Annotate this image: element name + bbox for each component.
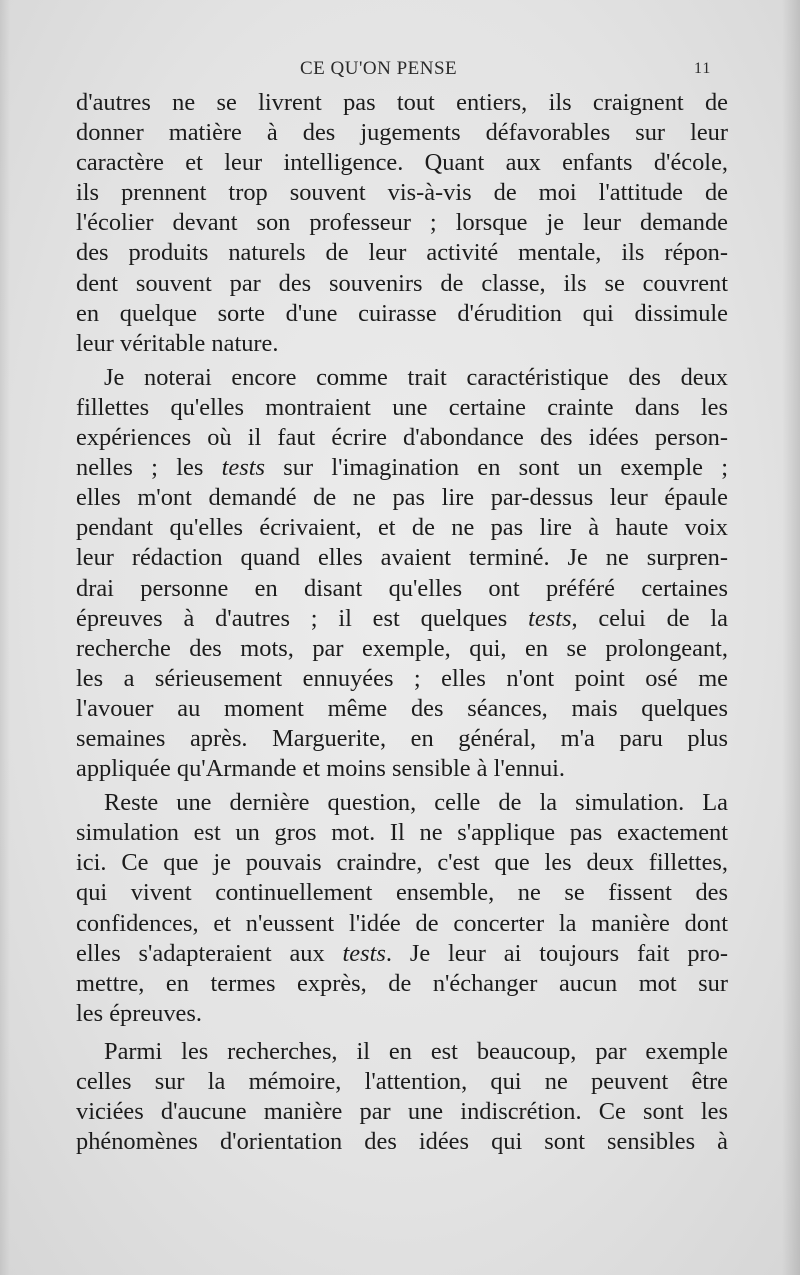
text-line: simulation est un gros mot. Il ne s'applique pas exactement xyxy=(76,819,728,847)
text-line: phénomènes d'orientation des idées qui sont sensibles à xyxy=(76,1128,728,1156)
text-line: caractère et leur intelligence. Quant aux enfants d'école, xyxy=(76,149,728,177)
text-line: mettre, en termes exprès, de n'échanger aucun mot sur xyxy=(76,969,728,997)
text-line: ici. Ce que je pouvais craindre, c'est que les deux fillettes, xyxy=(76,849,728,877)
page-edge-shadow xyxy=(782,0,800,1275)
text-line: appliquée qu'Armande et moins sensible à l'ennui. xyxy=(76,755,566,783)
text-line: confidences, et n'eussent l'idée de concerter la manière dont xyxy=(76,909,728,937)
text-line: donner matière à des jugements défavorables sur leur xyxy=(76,119,728,147)
text-line: Reste une dernière question, celle de la simulation. La xyxy=(104,789,728,817)
text-line: ils prennent trop souvent vis-à-vis de moi l'attitude de xyxy=(76,179,728,207)
text-line: d'autres ne se livrent pas tout entiers, ils craignent de xyxy=(76,89,728,116)
text-line: les a sérieusement ennuyées ; elles n'ont point osé me xyxy=(76,664,728,692)
text-line: elles m'ont demandé de ne pas lire par-dessus leur épaule xyxy=(76,484,728,512)
text-line: Parmi les recherches, il en est beaucoup, par exemple xyxy=(104,1037,728,1065)
text-line: leur véritable nature. xyxy=(76,329,279,357)
running-title: CE QU'ON PENSE xyxy=(300,58,458,79)
paragraph xyxy=(76,788,728,1029)
page-gutter-shadow xyxy=(0,0,10,1275)
text-line: recherche des mots, par exemple, qui, en se prolongeant, xyxy=(76,634,728,662)
text-line: Je noterai encore comme trait caractéristique des deux xyxy=(104,363,728,391)
text-line: celles sur la mémoire, l'attention, qui ne peuvent être xyxy=(76,1068,728,1095)
text-line: elles s'adapteraient aux tests. Je leur ai toujours fait pro- xyxy=(76,939,728,967)
text-line: épreuves à d'autres ; il est quelques tests, celui de la xyxy=(76,604,729,632)
text-line: en quelque sorte d'une cuirasse d'érudition qui dissimule xyxy=(76,299,728,327)
text-line: viciées d'aucune manière par une indiscrétion. Ce sont les xyxy=(76,1098,728,1126)
text-line: drai personne en disant qu'elles ont préféré certaines xyxy=(76,574,728,602)
text-line: fillettes qu'elles montraient une certaine crainte dans les xyxy=(76,393,728,421)
text-line: l'avouer au moment même des séances, mais quelques xyxy=(76,694,728,722)
text-line: nelles ; les tests sur l'imagination en sont un exemple ; xyxy=(76,454,728,482)
paragraph xyxy=(76,1037,728,1157)
paragraph xyxy=(76,88,728,359)
text-line: l'écolier devant son professeur ; lorsque je leur demande xyxy=(76,209,728,237)
text-line: qui vivent continuellement ensemble, ne se fissent des xyxy=(76,879,728,907)
page-number: 11 xyxy=(694,60,712,77)
text-line: dent souvent par des souvenirs de classe, ils se couvrent xyxy=(76,269,728,297)
text-line: des produits naturels de leur activité mentale, ils répon- xyxy=(76,239,728,267)
paragraph xyxy=(76,363,728,784)
text-line: les épreuves. xyxy=(76,999,202,1027)
text-line: leur rédaction quand elles avaient terminé. Je ne surpren- xyxy=(76,544,728,572)
text-line: semaines après. Marguerite, en général, m'a paru plus xyxy=(76,724,728,752)
text-line: pendant qu'elles écrivaient, et de ne pas lire à haute voix xyxy=(76,514,728,542)
body-text xyxy=(76,88,728,1157)
page-header xyxy=(0,58,800,82)
text-line: expériences où il faut écrire d'abondance des idées person- xyxy=(76,424,728,452)
